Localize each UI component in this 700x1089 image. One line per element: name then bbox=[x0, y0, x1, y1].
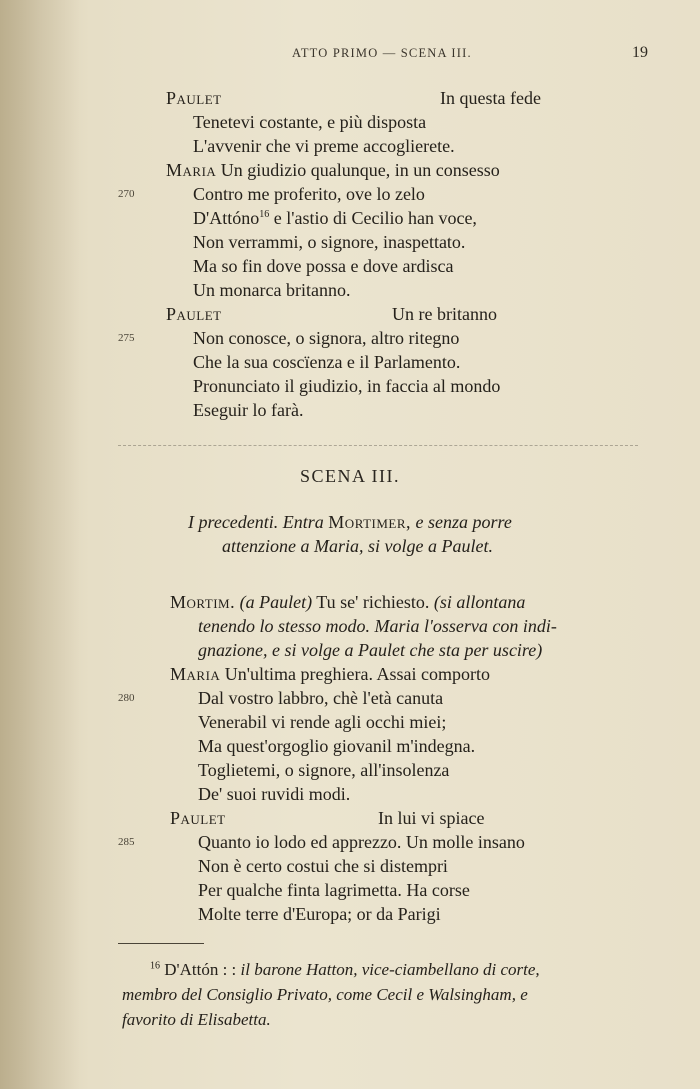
direction-text: Paulet) bbox=[259, 592, 313, 612]
footnote-rule bbox=[118, 943, 204, 944]
verse-line: Contro me proferito, ove lo zelo bbox=[193, 184, 425, 204]
verse-line: Non verrammi, o signore, inaspettato. bbox=[193, 232, 466, 252]
direction-text: I precedenti. Entra bbox=[188, 512, 324, 532]
speaker-name: Paulet bbox=[170, 808, 226, 828]
verse-line: Non è certo costui che si distempri bbox=[198, 856, 448, 876]
footnote-mark: 16 bbox=[150, 960, 160, 972]
stage-direction-line: gnazione, e si volge a Paulet che sta per uscire) bbox=[198, 640, 543, 660]
verse-line: In questa fede bbox=[440, 88, 541, 108]
verse-line: Molte terre d'Europa; or da Parigi bbox=[198, 904, 441, 924]
line-number: 285 bbox=[118, 836, 135, 848]
verse-line: Ma quest'orgoglio giovanil m'indegna. bbox=[198, 736, 476, 756]
verse-text: Un'ultima preghiera. Assai comporto bbox=[224, 664, 490, 684]
stage-direction-line: tenendo lo stesso modo. Maria l'osserva con indi- bbox=[198, 616, 557, 636]
direction-text: (si allontana bbox=[433, 592, 526, 612]
footnote-line: membro del Consiglio Privato, come Cecil e Walsingham, e bbox=[122, 985, 528, 1004]
verse-line: In lui vi spiace bbox=[378, 808, 485, 828]
page-header bbox=[0, 44, 700, 66]
verse-line: Pronunciato il giudizio, in faccia al mondo bbox=[193, 376, 501, 396]
verse-text: D'Attóno bbox=[193, 208, 260, 228]
verse-line: L'avvenir che vi preme accoglierete. bbox=[193, 136, 455, 156]
footnote-line bbox=[150, 960, 540, 980]
page-gutter-shadow bbox=[0, 0, 80, 1089]
verse-line: Non conosce, o signora, altro ritegno bbox=[193, 328, 460, 348]
verse-line: Eseguir lo farà. bbox=[193, 400, 304, 420]
running-title: ATTO PRIMO — SCENA III. bbox=[292, 46, 472, 60]
verse-line bbox=[170, 808, 226, 829]
verse-text: Un giudizio qualunque, in un consesso bbox=[220, 160, 500, 180]
footnote-head: D'Attón : : bbox=[164, 960, 237, 979]
verse-line bbox=[166, 160, 500, 181]
verse-line bbox=[166, 88, 222, 109]
verse-line bbox=[166, 304, 222, 325]
verse-line: Un monarca britanno. bbox=[193, 280, 351, 300]
direction-text: e senza porre bbox=[415, 512, 512, 532]
verse-line: De' suoi ruvidi modi. bbox=[198, 784, 351, 804]
direction-text: (a bbox=[239, 592, 255, 612]
stage-direction-line bbox=[188, 512, 512, 533]
character-name: Mortimer, bbox=[328, 512, 412, 532]
verse-line: Toglietemi, o signore, all'insolenza bbox=[198, 760, 450, 780]
verse-line bbox=[170, 664, 490, 685]
speaker-name: Mortim. bbox=[170, 592, 236, 612]
footnote-line: favorito di Elisabetta. bbox=[122, 1010, 271, 1029]
speaker-name: Paulet bbox=[166, 88, 222, 108]
line-number: 270 bbox=[118, 188, 135, 200]
line-number: 275 bbox=[118, 332, 135, 344]
verse-line: Tenetevi costante, e più disposta bbox=[193, 112, 427, 132]
speaker-name: Maria bbox=[170, 664, 221, 684]
footnote-reference: 16 bbox=[259, 209, 270, 220]
verse-line bbox=[193, 208, 477, 229]
verse-line: Ma so fin dove possa e dove ardisca bbox=[193, 256, 454, 276]
speaker-name: Paulet bbox=[166, 304, 222, 324]
verse-text: Tu se' richiesto. bbox=[316, 592, 430, 612]
verse-text: e l'astio di Cecilio han voce, bbox=[273, 208, 477, 228]
speaker-name: Maria bbox=[166, 160, 217, 180]
verse-line: Per qualche finta lagrimetta. Ha corse bbox=[198, 880, 470, 900]
page-number: 19 bbox=[632, 44, 648, 61]
scene-title: SCENA III. bbox=[300, 466, 400, 486]
verse-line bbox=[170, 592, 525, 613]
section-divider bbox=[118, 445, 638, 446]
verse-line: Che la sua coscïenza e il Parlamento. bbox=[193, 352, 461, 372]
verse-line: Venerabil vi rende agli occhi miei; bbox=[198, 712, 447, 732]
footnote-text: il barone Hatton, vice-ciambellano di corte, bbox=[240, 960, 540, 979]
verse-line: Un re britanno bbox=[392, 304, 497, 324]
line-number: 280 bbox=[118, 692, 135, 704]
verse-line: Quanto io lodo ed apprezzo. Un molle insano bbox=[198, 832, 525, 852]
verse-line: Dal vostro labbro, chè l'età canuta bbox=[198, 688, 444, 708]
stage-direction-line: attenzione a Maria, si volge a Paulet. bbox=[222, 536, 493, 556]
